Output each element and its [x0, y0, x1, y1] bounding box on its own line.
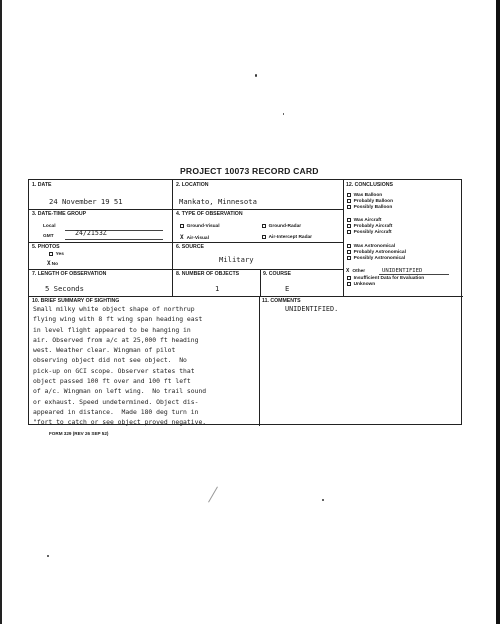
num-objects-label: 8. NUMBER OF OBJECTS: [176, 271, 240, 277]
scan-edge-left: [0, 0, 2, 624]
summary-line: of a/c. Wingman on left wing. No trail sound: [33, 387, 207, 396]
conclusion-was-balloon: Was Balloon: [347, 193, 382, 199]
datetime-local-label: Local: [43, 224, 56, 229]
conclusion-unknown: Unknown: [347, 282, 375, 288]
conclusion-probably-balloon: Probably Balloon: [347, 199, 393, 205]
length-label: 7. LENGTH OF OBSERVATION: [32, 271, 107, 277]
course-label: 9. COURSE: [263, 271, 291, 277]
datetime-gmt-label: GMT: [43, 234, 54, 239]
conclusion-possibly-balloon: Possibly Balloon: [347, 205, 392, 211]
record-card: [28, 179, 462, 425]
form-number: FORM 329 (REV 26 SEP 52): [49, 431, 109, 436]
conclusion-other: X Other: [346, 268, 366, 274]
photos-label: 5. PHOTOS: [32, 244, 60, 250]
summary-line: appeared in distance. Made 180 deg turn in: [33, 407, 199, 416]
source-label: 6. SOURCE: [176, 244, 204, 250]
scan-speck: [283, 113, 284, 115]
summary-line: flying wing with 8 ft wing span heading east: [33, 315, 203, 324]
check-mark: X: [346, 268, 350, 274]
conclusion-probably-aircraft: Probably Aircraft: [347, 224, 392, 230]
obs-type-label: 4. TYPE OF OBSERVATION: [176, 211, 243, 217]
conclusion-insufficient-data: Insufficient Data for Evaluation: [347, 276, 424, 282]
summary-line: in level flight appeared to be hanging in: [33, 325, 191, 334]
checkbox-icon: [180, 224, 184, 228]
datetime-label: 3. DATE-TIME GROUP: [32, 211, 87, 217]
conclusion-probably-astronomical: Probably Astronomical: [347, 250, 406, 256]
source-value: Military: [219, 255, 254, 264]
conclusions-label: 12. CONCLUSIONS: [346, 182, 393, 188]
checkbox-icon: [49, 252, 53, 256]
conclusion-other-value: UNIDENTIFIED: [382, 268, 423, 274]
obs-air-intercept-radar: Air-Intercept Radar: [262, 235, 312, 241]
obs-air-visual: X Air-Visual: [180, 234, 209, 241]
check-mark: X: [47, 260, 51, 267]
summary-line: pick-up on GCI scope. Observer states that: [33, 366, 195, 375]
card-title: PROJECT 10073 RECORD CARD: [180, 166, 319, 176]
obs-ground-visual: Ground-Visual: [180, 224, 220, 230]
checkbox-icon: [262, 224, 266, 228]
date-value: 24 November 19 51: [49, 197, 123, 206]
scan-speck: [47, 555, 49, 557]
scan-speck: [255, 74, 257, 77]
photos-no: XNo: [47, 260, 59, 267]
conclusion-possibly-astronomical: Possibly Astronomical: [347, 256, 405, 262]
scan-edge-right: [496, 0, 500, 624]
conclusion-was-astronomical: Was Astronomical: [347, 244, 395, 250]
length-value: 5 Seconds: [45, 284, 84, 293]
summary-text: [33, 304, 206, 428]
obs-ground-radar: Ground-Radar: [262, 224, 301, 230]
summary-label: 10. BRIEF SUMMARY OF SIGHTING: [32, 298, 120, 304]
conclusion-possibly-aircraft: Possibly Aircraft: [347, 230, 392, 236]
location-label: 2. LOCATION: [176, 182, 209, 188]
comments-label: 11. COMMENTS: [262, 298, 301, 304]
summary-line: Small milky white object shape of northrup: [33, 305, 195, 313]
summary-line: object passed 100 ft over and 100 ft left: [33, 377, 191, 386]
summary-line: observing object did not see object. No: [33, 356, 187, 365]
scan-speck: [322, 499, 324, 501]
photos-yes: Yes: [49, 252, 64, 258]
summary-line: west. Weather clear. Wingman of pilot: [33, 346, 176, 355]
summary-line: air. Observed from a/c at 25,000 ft heading: [33, 335, 199, 344]
summary-line: or exhaust. Speed undetermined. Object dis-: [33, 397, 199, 406]
num-objects-value: 1: [215, 284, 220, 293]
date-label: 1. DATE: [32, 182, 52, 188]
datetime-gmt-value: 24/2153Z: [75, 229, 107, 237]
location-value: Mankato, Minnesota: [179, 197, 257, 206]
check-mark: X: [180, 234, 184, 241]
conclusion-was-aircraft: Was Aircraft: [347, 218, 382, 224]
summary-line: "fort to catch or see object proved negative.: [33, 418, 207, 427]
comments-value: UNIDENTIFIED.: [285, 305, 339, 313]
course-value: E: [285, 284, 290, 293]
checkbox-icon: [262, 235, 266, 239]
scan-scuff: [208, 486, 218, 502]
